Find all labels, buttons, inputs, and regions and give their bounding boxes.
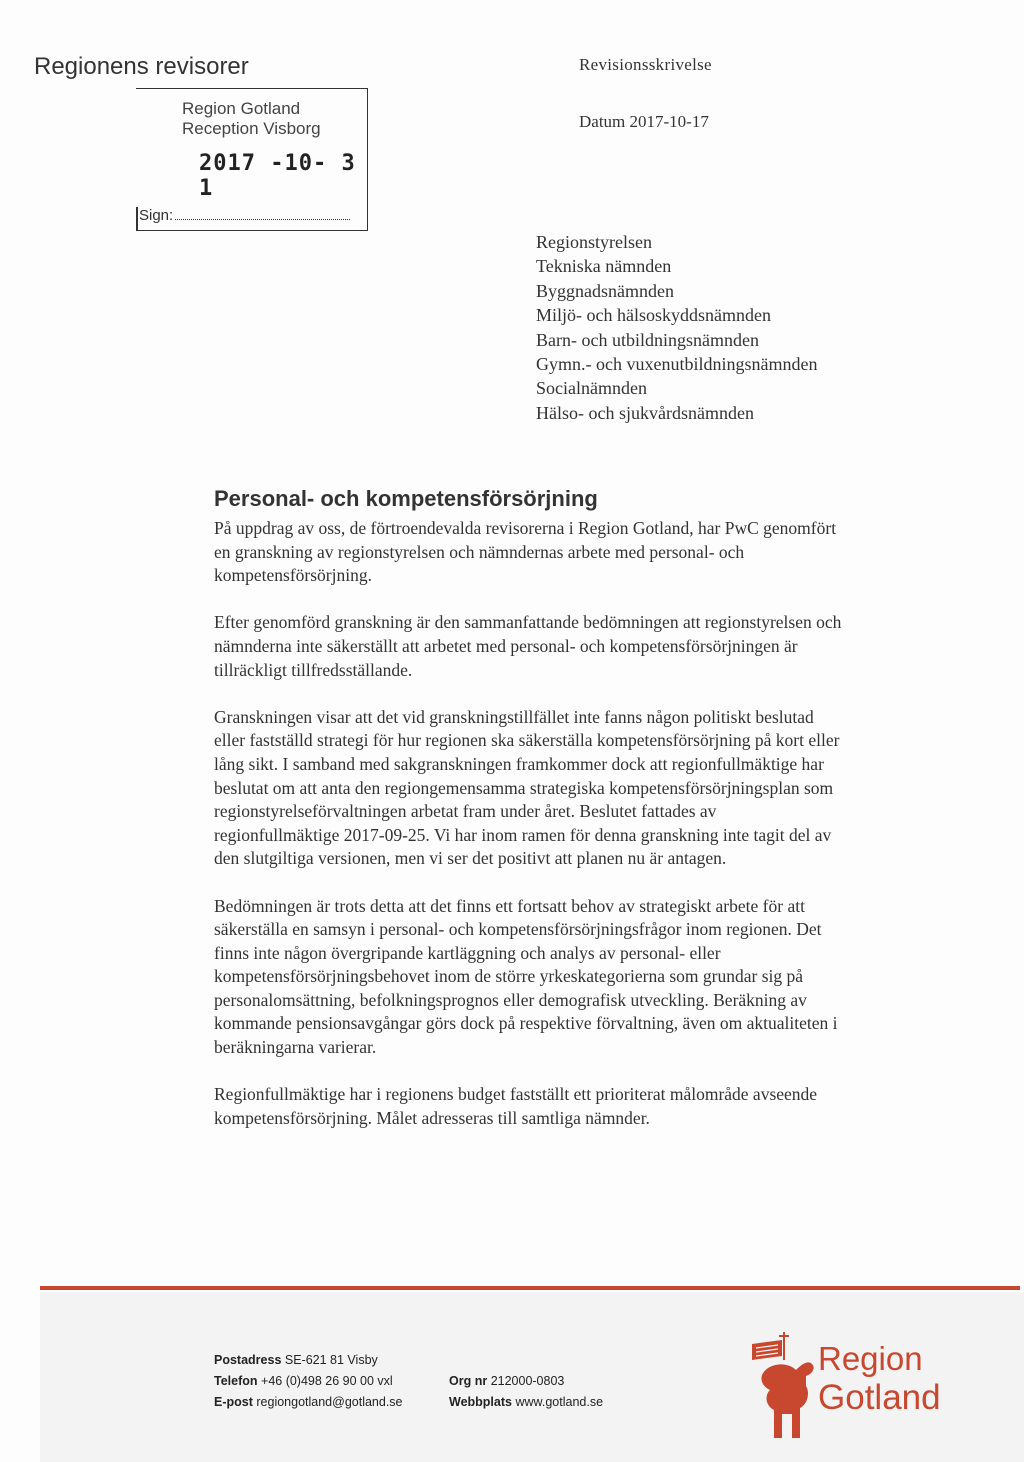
body-text	[214, 517, 846, 1154]
paragraph: På uppdrag av oss, de förtroendevalda revisorerna i Region Gotland, har PwC genomfört en granskning av regionstyrelsen och nämndernas arbete med personal- och kompetensförsörjning.	[214, 518, 837, 586]
paragraph: Efter genomförd granskning är den sammanfattande bedömningen att regionstyrelsen och nämnderna inte säkerställt att arbetet med personal- och kompetensförsörjningen är tillräckligt tillfredsställande.	[214, 612, 842, 680]
epost-value[interactable]: regiongotland@gotland.se	[256, 1395, 403, 1409]
recipient: Tekniska nämnden	[536, 256, 672, 277]
logo-line-region: Region	[818, 1340, 923, 1377]
section-heading: Personal- och kompetensförsörjning	[214, 486, 598, 511]
stamp-date: 2017 -10- 3 1	[199, 151, 356, 201]
stamp-sign-label: Sign:	[139, 207, 174, 224]
recipient: Byggnadsnämnden	[536, 280, 674, 301]
webbplats-label: Webbplats	[449, 1395, 512, 1409]
orgnr-value: 212000-0803	[490, 1374, 565, 1388]
paragraph: Granskningen visar att det vid granskningstillfället inte fanns någon politiskt beslutad eller fastställd strategi för hur regionen ska säkerställa kompetensförsörjning på kort eller lång sikt. I samband med sakgranskningen framkommer dock att regionfullmäktige har beslutat om att anta den regiongemensamma strategiska kompetensförsörjningsplan som regionstyrelseförvaltningen arbetat fram under året. Beslutet fattades av regionfullmäktige 2017-09-25. Vi har inom ramen för denna granskning inte tagit del av den slutgiltiga versionen, men vi ser det positivt att planen nu är antagen.	[214, 706, 840, 869]
recipient: Regionstyrelsen	[536, 232, 652, 252]
page-title: Regionens revisorer	[34, 53, 249, 80]
recipient: Socialnämnden	[536, 378, 647, 399]
paragraph: Bedömningen är trots detta att det finns ett fortsatt behov av strategiskt arbete för att säkerställa en samsyn i personal- och kompetensförsörjningsfrågor inom regionen. Det finns inte någon övergripande kartläggning och analys av personal- eller kompetensförsörjningsbehovet inom de större yrkeskategorierna som grundar sig på personalomsättning, befolkningsprognos eller demografisk utveckling. Beräkning av kommande pensionsavgångar görs dock på respektive förvaltning, även om aktualiteten i beräkningarna varierar.	[214, 895, 838, 1058]
stamp-organization: Region Gotland	[182, 99, 301, 118]
paragraph: Regionfullmäktige har i regionens budget fastställt ett prioriterat målområde avseende kompetensförsörjning. Målet adresseras till samtliga nämnder.	[214, 1084, 818, 1128]
stamp-edge	[136, 207, 138, 231]
webbplats-value[interactable]: www.gotland.se	[515, 1395, 604, 1409]
recipient: Barn- och utbildningsnämnden	[536, 329, 759, 350]
footer-divider	[40, 1286, 1020, 1290]
recipient-list	[536, 230, 817, 425]
reception-stamp	[136, 88, 368, 231]
orgnr-label: Org nr	[449, 1374, 488, 1388]
footer-contact-left	[214, 1350, 403, 1413]
logo-line-gotland: Gotland	[818, 1378, 941, 1417]
footer-contact-right	[449, 1371, 603, 1413]
document-type: Revisionsskrivelse	[579, 55, 712, 74]
recipient: Miljö- och hälsoskyddsnämnden	[536, 305, 771, 326]
postadress-label: Postadress	[214, 1353, 282, 1367]
recipient: Gymn.- och vuxenutbildningsnämnden	[536, 354, 818, 375]
recipient: Hälso- och sjukvårdsnämnden	[536, 402, 754, 423]
stamp-sign-line	[175, 219, 350, 220]
logo-text	[818, 1339, 941, 1417]
stamp-sign	[139, 207, 350, 224]
epost-label: E-post	[214, 1395, 253, 1409]
stamp-reception: Reception Visborg	[182, 119, 321, 138]
document-date: Datum 2017-10-17	[579, 112, 709, 131]
telefon-label: Telefon	[214, 1374, 258, 1388]
postadress-value: SE-621 81 Visby	[284, 1353, 378, 1367]
telefon-value: +46 (0)498 26 90 00 vxl	[261, 1374, 393, 1388]
